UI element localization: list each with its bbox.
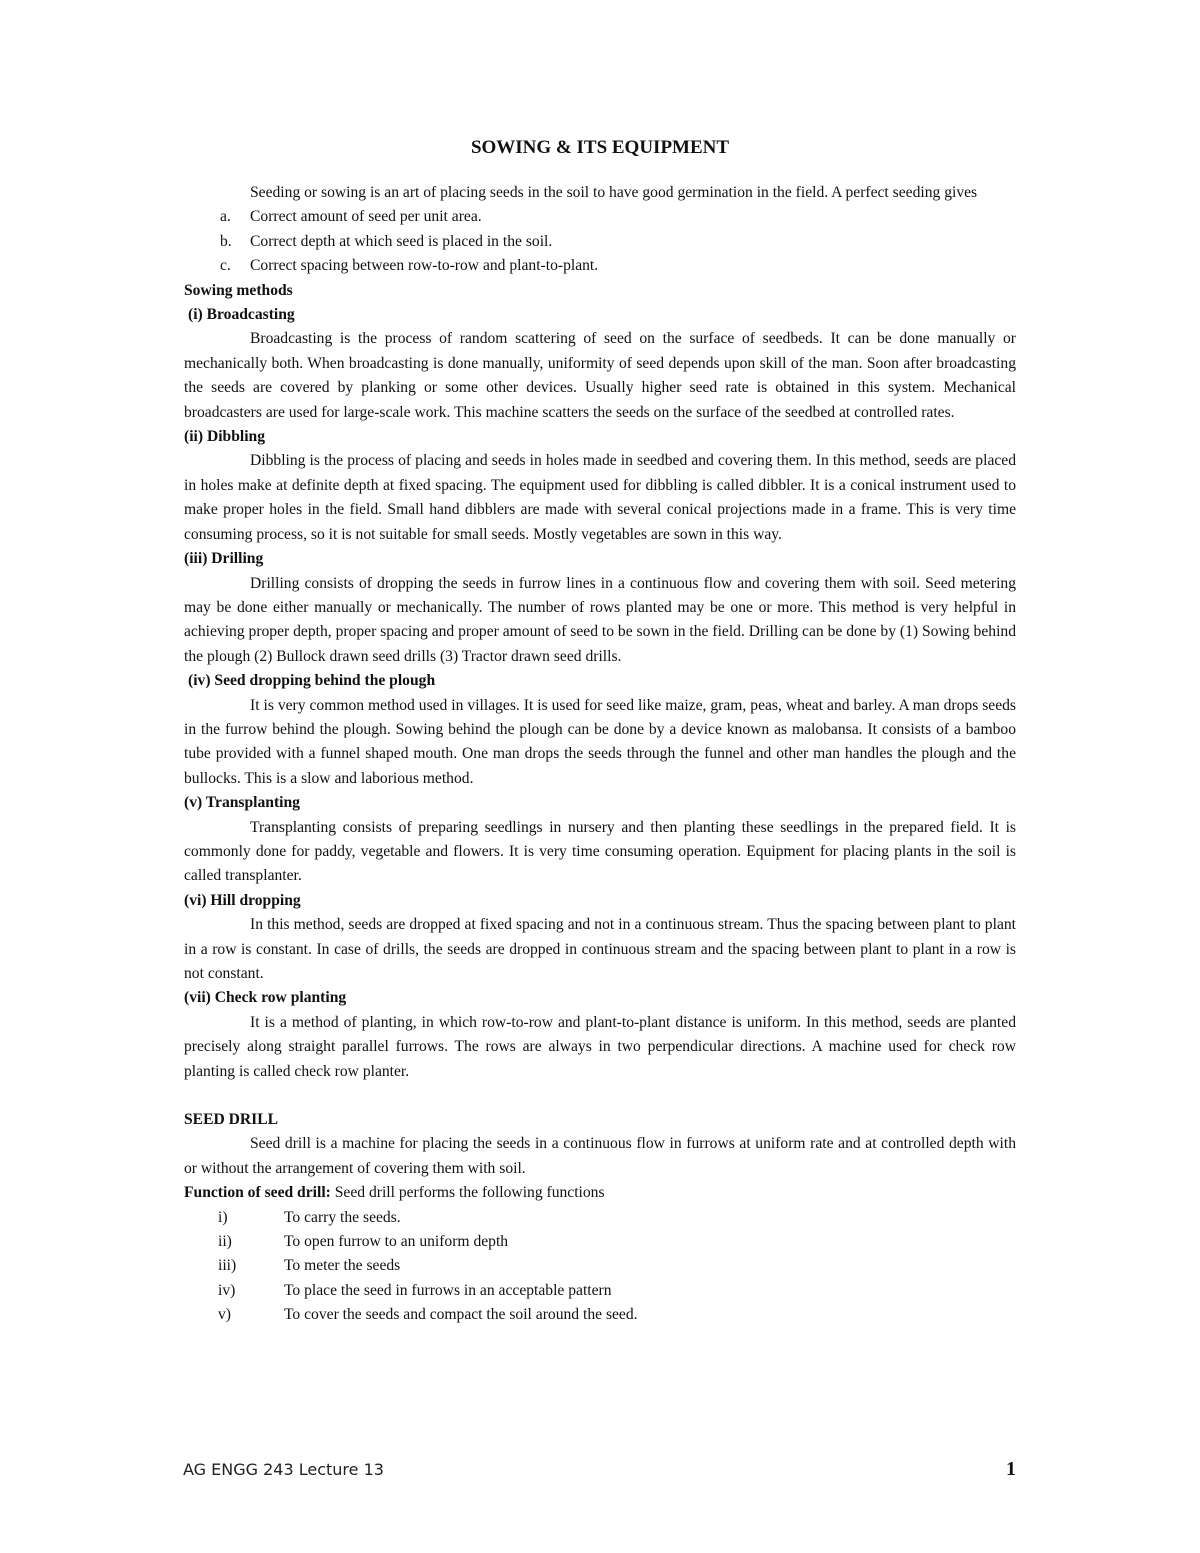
method-paragraph: It is a method of planting, in which row-to-row and plant-to-plant distance is uniform. In this method, seeds are planted precisely along straight parallel furrows. The rows are always in two perpendicular directions. A machine used for check row planting is called check row planter.	[184, 1013, 1016, 1080]
list-text: To place the seed in furrows in an acceptable pattern	[284, 1281, 612, 1299]
section-heading-sowing-methods: Sowing methods	[184, 281, 293, 299]
list-marker: iv)	[218, 1281, 236, 1299]
list-item	[184, 1206, 1016, 1230]
list-item	[184, 254, 1016, 278]
list-text: To carry the seeds.	[284, 1208, 401, 1226]
function-line	[184, 1181, 1016, 1205]
method-paragraph: Drilling consists of dropping the seeds in furrow lines in a continuous flow and covering them with soil. Seed metering may be done either manually or mechanically. The number of rows planted may be one or more. This method is very helpful in achieving proper depth, proper spacing and proper amount of seed to be sown in the field. Drilling can be done by (1) Sowing behind the plough (2) Bullock drawn seed drills (3) Tractor drawn seed drills.	[184, 574, 1016, 665]
method-heading: (i) Broadcasting	[188, 306, 295, 324]
method-paragraph: Broadcasting is the process of random scattering of seed on the surface of seedbeds. It can be done manually or mechanically both. When broadcasting is done manually, uniformity of seed depends upon skill of the man. Soon after broadcasting the seeds are covered by planking or some other devices. Usually higher seed rate is obtained in this system. Mechanical broadcasters are used for large-scale work. This machine scatters the seeds on the surface of the seedbed at controlled rates.	[184, 330, 1016, 421]
list-item	[184, 1230, 1016, 1254]
list-marker: ii)	[218, 1233, 232, 1251]
method-heading: (ii) Dibbling	[184, 428, 266, 446]
intro-paragraph: Seeding or sowing is an art of placing seeds in the soil to have good germination in the field. A perfect seeding gives	[250, 184, 978, 201]
list-item	[184, 1254, 1016, 1278]
list-item	[184, 230, 1016, 254]
list-marker: v)	[218, 1306, 231, 1324]
seed-drill-paragraph: Seed drill is a machine for placing the seeds in a continuous flow in furrows at uniform rate and at controlled depth with or without the arrangement of covering them with soil.	[184, 1135, 1016, 1177]
method-heading: (vii) Check row planting	[184, 989, 347, 1007]
document-title: SOWING & ITS EQUIPMENT	[470, 137, 730, 158]
method-paragraph: It is very common method used in villages. It is used for seed like maize, gram, peas, wheat and barley. A man drops seeds in the furrow behind the plough. Sowing behind the plough can be done by a device known as malobansa. It consists of a bamboo tube provided with a funnel shaped mouth. One man drops the seeds through the funnel and other man handles the plough and the bullocks. This is a slow and laborious method.	[184, 696, 1016, 787]
page-number: 1	[1006, 1458, 1016, 1480]
method-heading: (iv) Seed dropping behind the plough	[188, 672, 436, 690]
list-marker: i)	[218, 1208, 228, 1226]
list-text: To cover the seeds and compact the soil around the seed.	[284, 1306, 638, 1324]
document-page	[184, 134, 1016, 1328]
method-paragraph: Transplanting consists of preparing seedlings in nursery and then planting these seedlings in the prepared field. It is commonly done for paddy, vegetable and flowers. It is very time consuming operation. Equipment for placing plants in the soil is called transplanter.	[184, 818, 1016, 885]
method-heading: (iii) Drilling	[184, 550, 264, 568]
list-text: To open furrow to an uniform depth	[284, 1233, 509, 1251]
function-label: Function of seed drill:	[184, 1184, 331, 1202]
list-marker: b.	[220, 232, 232, 250]
list-text: To meter the seeds	[284, 1257, 401, 1275]
method-paragraph: Dibbling is the process of placing and seeds in holes made in seedbed and covering them. In this method, seeds are placed in holes make at definite depth at fixed spacing. The equipment used for dibbling is called dibbler. It is a conical instrument used to make proper holes in the field. Small hand dibblers are made with several conical projections made in a frame. This is very time consuming process, so it is not suitable for small seeds. Mostly vegetables are sown in this way.	[184, 452, 1016, 543]
list-marker: c.	[220, 257, 231, 275]
method-heading: (v) Transplanting	[184, 794, 300, 812]
list-marker: iii)	[218, 1257, 237, 1275]
spacer	[184, 1084, 1016, 1108]
list-text: Correct depth at which seed is placed in the soil.	[250, 232, 553, 250]
list-marker: a.	[220, 208, 231, 226]
list-text: Correct amount of seed per unit area.	[250, 208, 482, 226]
functions-list	[184, 1206, 1016, 1328]
method-heading: (vi) Hill dropping	[184, 891, 301, 909]
list-item	[184, 1279, 1016, 1303]
function-text: Seed drill performs the following functions	[330, 1184, 605, 1202]
intro-list	[184, 205, 1016, 278]
list-text: Correct spacing between row-to-row and plant-to-plant.	[250, 257, 599, 275]
method-paragraph: In this method, seeds are dropped at fixed spacing and not in a continuous stream. Thus the spacing between plant to plant in a row is constant. In case of drills, the seeds are dropped in continuous stream and the spacing between plant to plant in a row is not constant.	[184, 916, 1016, 982]
list-item	[184, 1303, 1016, 1327]
list-item	[184, 205, 1016, 229]
footer-course-label: AG ENGG 243 Lecture 13	[183, 1460, 384, 1479]
section-heading-seed-drill: SEED DRILL	[184, 1111, 279, 1129]
